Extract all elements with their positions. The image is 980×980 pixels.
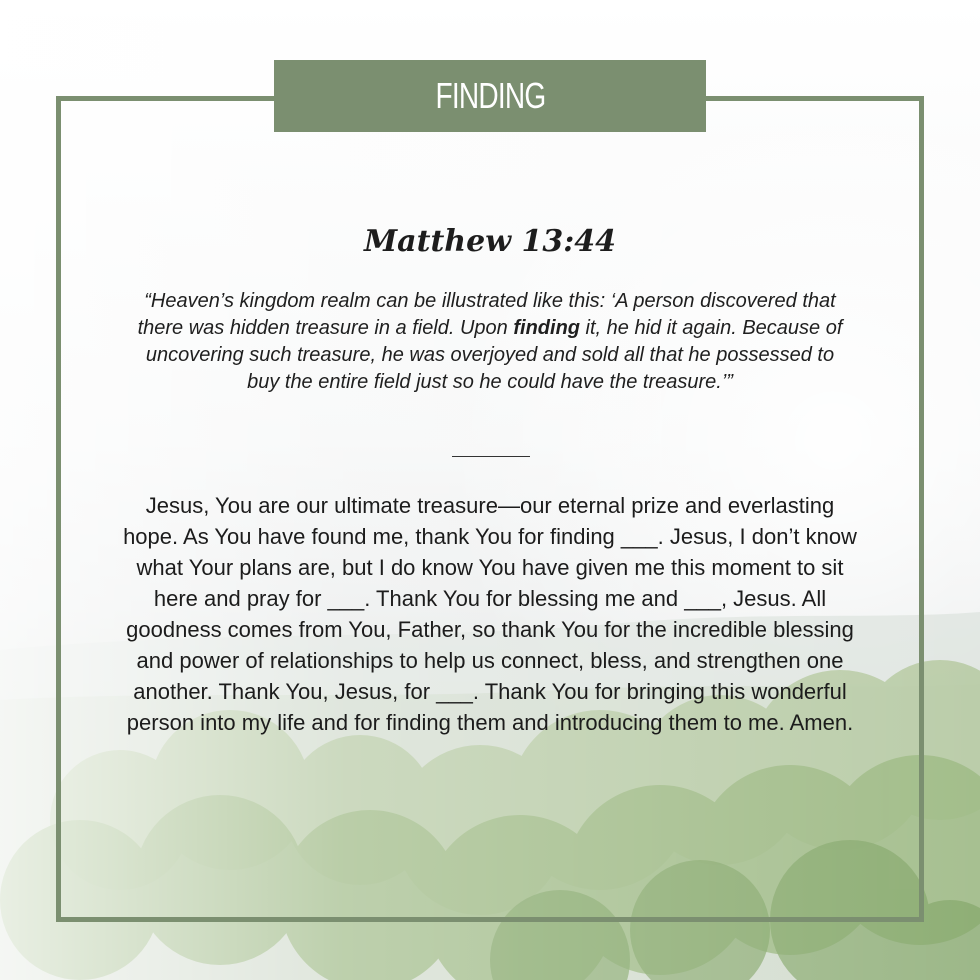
prayer-text: Jesus, You are our ultimate treasure—our eternal prize and everlasting hope. As You have found me, thank You for finding ___. Jesus, I don’t know what Your plans are, but I do know You have given me this moment to sit here and pray for ___. Thank You for blessing me and ___, Jesus. All goodness comes from You, Father, so thank You for the incredible blessing and power of relationships to help us connect, bless, and strengthen one another. Thank You, Jesus, for ___. Thank You for bringing this wonderful person into my life and for finding them and introducing them to me. Amen. — [123, 493, 857, 735]
section-divider — [452, 456, 530, 457]
verse-emphasis: finding — [513, 317, 580, 339]
verse-reference: Matthew 13:44 — [363, 224, 617, 259]
verse-text-after: it, he hid it again. Because of uncovering such treasure, he was overjoyed and sold all that he possessed to buy the entire field just so he could have the treasure.’” — [145, 317, 843, 393]
page-title: FINDING — [435, 75, 545, 116]
title-banner — [274, 60, 706, 132]
verse-text-before: “Heaven’s kingdom realm can be illustrated like this: ‘A person discovered that there was hidden treasure in a field. Upon — [137, 290, 836, 339]
verse-quote — [130, 288, 850, 396]
